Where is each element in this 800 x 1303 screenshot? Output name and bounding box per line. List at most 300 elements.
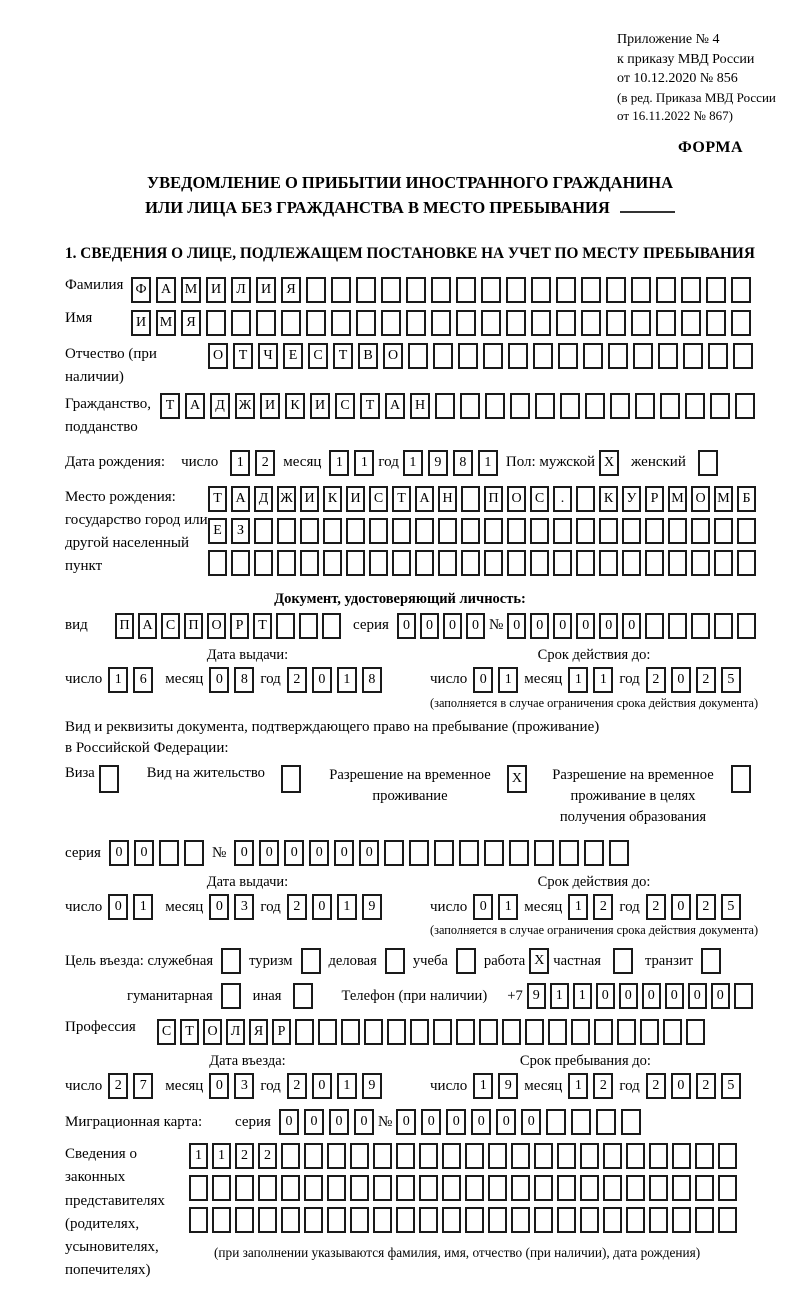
char-cell[interactable] bbox=[381, 310, 401, 336]
char-cell[interactable]: Ж bbox=[235, 393, 255, 419]
char-cell[interactable]: Л bbox=[231, 277, 251, 303]
char-cell[interactable] bbox=[706, 277, 726, 303]
char-cell[interactable] bbox=[571, 1109, 591, 1135]
char-cell[interactable] bbox=[649, 1175, 668, 1201]
char-cell[interactable] bbox=[281, 1207, 300, 1233]
char-cell[interactable] bbox=[479, 1019, 498, 1045]
char-cell[interactable] bbox=[488, 1175, 507, 1201]
char-cell[interactable]: С bbox=[308, 343, 328, 369]
char-cell[interactable]: Р bbox=[272, 1019, 291, 1045]
char-cell[interactable] bbox=[431, 310, 451, 336]
char-cell[interactable] bbox=[341, 1019, 360, 1045]
char-cell[interactable]: 5 bbox=[721, 894, 741, 920]
char-cell[interactable]: П bbox=[184, 613, 203, 639]
char-cell[interactable]: 1 bbox=[329, 450, 349, 476]
char-cell[interactable]: 2 bbox=[696, 1073, 716, 1099]
char-cell[interactable] bbox=[737, 518, 756, 544]
char-cell[interactable] bbox=[737, 550, 756, 576]
char-cell[interactable] bbox=[484, 550, 503, 576]
char-cell[interactable]: 0 bbox=[473, 667, 493, 693]
char-cell[interactable] bbox=[631, 277, 651, 303]
char-cell[interactable]: 1 bbox=[568, 667, 588, 693]
char-cell[interactable]: 2 bbox=[696, 667, 716, 693]
char-cell[interactable]: 0 bbox=[596, 983, 615, 1009]
char-cell[interactable] bbox=[603, 1175, 622, 1201]
char-cell[interactable] bbox=[323, 550, 342, 576]
char-cell[interactable]: 0 bbox=[420, 613, 439, 639]
char-cell[interactable] bbox=[318, 1019, 337, 1045]
char-cell[interactable]: 0 bbox=[711, 983, 730, 1009]
char-cell[interactable]: О bbox=[691, 486, 710, 512]
char-cell[interactable] bbox=[640, 1019, 659, 1045]
char-cell[interactable]: Т bbox=[253, 613, 272, 639]
char-cell[interactable] bbox=[691, 613, 710, 639]
char-cell[interactable] bbox=[346, 518, 365, 544]
char-cell[interactable] bbox=[603, 1143, 622, 1169]
char-cell[interactable]: 0 bbox=[619, 983, 638, 1009]
char-cell[interactable] bbox=[672, 1207, 691, 1233]
purpose-business-checkbox[interactable] bbox=[385, 948, 405, 974]
char-cell[interactable] bbox=[714, 518, 733, 544]
purpose-transit-checkbox[interactable] bbox=[701, 948, 721, 974]
char-cell[interactable]: С bbox=[161, 613, 180, 639]
char-cell[interactable] bbox=[606, 310, 626, 336]
char-cell[interactable] bbox=[534, 1175, 553, 1201]
char-cell[interactable] bbox=[668, 518, 687, 544]
char-cell[interactable]: А bbox=[185, 393, 205, 419]
char-cell[interactable] bbox=[668, 613, 687, 639]
char-cell[interactable] bbox=[327, 1143, 346, 1169]
purpose-private-checkbox[interactable] bbox=[613, 948, 633, 974]
char-cell[interactable] bbox=[714, 550, 733, 576]
char-cell[interactable] bbox=[731, 277, 751, 303]
char-cell[interactable]: 2 bbox=[287, 1073, 307, 1099]
char-cell[interactable]: 8 bbox=[362, 667, 382, 693]
char-cell[interactable] bbox=[300, 518, 319, 544]
temp-residence-checkbox[interactable]: X bbox=[507, 765, 527, 793]
char-cell[interactable] bbox=[277, 518, 296, 544]
char-cell[interactable] bbox=[525, 1019, 544, 1045]
char-cell[interactable] bbox=[406, 277, 426, 303]
char-cell[interactable] bbox=[576, 518, 595, 544]
char-cell[interactable]: М bbox=[181, 277, 201, 303]
char-cell[interactable] bbox=[645, 518, 664, 544]
char-cell[interactable]: 1 bbox=[403, 450, 423, 476]
char-cell[interactable]: Д bbox=[210, 393, 230, 419]
char-cell[interactable] bbox=[465, 1143, 484, 1169]
char-cell[interactable] bbox=[548, 1019, 567, 1045]
char-cell[interactable]: 2 bbox=[593, 1073, 613, 1099]
char-cell[interactable]: 0 bbox=[642, 983, 661, 1009]
char-cell[interactable] bbox=[731, 310, 751, 336]
char-cell[interactable] bbox=[506, 277, 526, 303]
char-cell[interactable] bbox=[556, 277, 576, 303]
char-cell[interactable] bbox=[277, 550, 296, 576]
char-cell[interactable] bbox=[304, 1143, 323, 1169]
char-cell[interactable] bbox=[580, 1207, 599, 1233]
char-cell[interactable]: Е bbox=[208, 518, 227, 544]
char-cell[interactable]: Е bbox=[283, 343, 303, 369]
char-cell[interactable]: 2 bbox=[258, 1143, 277, 1169]
char-cell[interactable]: 5 bbox=[721, 1073, 741, 1099]
char-cell[interactable] bbox=[511, 1143, 530, 1169]
char-cell[interactable]: 1 bbox=[133, 894, 153, 920]
char-cell[interactable]: 0 bbox=[496, 1109, 516, 1135]
char-cell[interactable] bbox=[434, 840, 454, 866]
char-cell[interactable]: Н bbox=[438, 486, 457, 512]
char-cell[interactable] bbox=[560, 393, 580, 419]
char-cell[interactable] bbox=[212, 1207, 231, 1233]
char-cell[interactable] bbox=[356, 277, 376, 303]
char-cell[interactable] bbox=[304, 1207, 323, 1233]
char-cell[interactable]: Т bbox=[333, 343, 353, 369]
char-cell[interactable]: 1 bbox=[568, 1073, 588, 1099]
residence-permit-checkbox[interactable] bbox=[281, 765, 301, 793]
char-cell[interactable]: 0 bbox=[109, 840, 129, 866]
char-cell[interactable]: 1 bbox=[498, 894, 518, 920]
char-cell[interactable]: О bbox=[507, 486, 526, 512]
char-cell[interactable] bbox=[735, 393, 755, 419]
char-cell[interactable]: А bbox=[385, 393, 405, 419]
char-cell[interactable]: 2 bbox=[593, 894, 613, 920]
char-cell[interactable] bbox=[596, 1109, 616, 1135]
char-cell[interactable] bbox=[331, 310, 351, 336]
char-cell[interactable]: 1 bbox=[354, 450, 374, 476]
char-cell[interactable]: 0 bbox=[334, 840, 354, 866]
char-cell[interactable]: П bbox=[484, 486, 503, 512]
char-cell[interactable] bbox=[300, 550, 319, 576]
char-cell[interactable] bbox=[459, 840, 479, 866]
char-cell[interactable] bbox=[706, 310, 726, 336]
char-cell[interactable]: С bbox=[335, 393, 355, 419]
char-cell[interactable]: 0 bbox=[259, 840, 279, 866]
char-cell[interactable] bbox=[557, 1175, 576, 1201]
char-cell[interactable]: 1 bbox=[189, 1143, 208, 1169]
char-cell[interactable] bbox=[306, 277, 326, 303]
char-cell[interactable] bbox=[485, 393, 505, 419]
char-cell[interactable] bbox=[438, 518, 457, 544]
char-cell[interactable]: 9 bbox=[498, 1073, 518, 1099]
char-cell[interactable] bbox=[609, 840, 629, 866]
char-cell[interactable]: Ч bbox=[258, 343, 278, 369]
char-cell[interactable] bbox=[373, 1175, 392, 1201]
char-cell[interactable]: 1 bbox=[212, 1143, 231, 1169]
char-cell[interactable] bbox=[306, 310, 326, 336]
char-cell[interactable] bbox=[606, 277, 626, 303]
char-cell[interactable]: 9 bbox=[428, 450, 448, 476]
char-cell[interactable]: 1 bbox=[498, 667, 518, 693]
char-cell[interactable]: У bbox=[622, 486, 641, 512]
char-cell[interactable] bbox=[481, 277, 501, 303]
char-cell[interactable]: 9 bbox=[362, 894, 382, 920]
char-cell[interactable] bbox=[356, 310, 376, 336]
char-cell[interactable] bbox=[387, 1019, 406, 1045]
char-cell[interactable]: 1 bbox=[337, 1073, 357, 1099]
char-cell[interactable] bbox=[408, 343, 428, 369]
char-cell[interactable] bbox=[488, 1143, 507, 1169]
purpose-humanitarian-checkbox[interactable] bbox=[221, 983, 241, 1009]
char-cell[interactable] bbox=[502, 1019, 521, 1045]
char-cell[interactable]: А bbox=[231, 486, 250, 512]
char-cell[interactable]: 0 bbox=[209, 667, 229, 693]
char-cell[interactable] bbox=[534, 1143, 553, 1169]
char-cell[interactable] bbox=[235, 1207, 254, 1233]
char-cell[interactable]: И bbox=[131, 310, 151, 336]
char-cell[interactable] bbox=[484, 518, 503, 544]
char-cell[interactable] bbox=[695, 1143, 714, 1169]
char-cell[interactable] bbox=[530, 550, 549, 576]
char-cell[interactable] bbox=[599, 550, 618, 576]
char-cell[interactable] bbox=[410, 1019, 429, 1045]
char-cell[interactable] bbox=[683, 343, 703, 369]
char-cell[interactable]: Т bbox=[160, 393, 180, 419]
char-cell[interactable] bbox=[576, 486, 595, 512]
char-cell[interactable]: И bbox=[260, 393, 280, 419]
char-cell[interactable] bbox=[406, 310, 426, 336]
char-cell[interactable]: Т bbox=[180, 1019, 199, 1045]
char-cell[interactable] bbox=[433, 1019, 452, 1045]
char-cell[interactable]: 0 bbox=[329, 1109, 349, 1135]
char-cell[interactable]: 0 bbox=[665, 983, 684, 1009]
purpose-official-checkbox[interactable] bbox=[221, 948, 241, 974]
char-cell[interactable]: 2 bbox=[287, 894, 307, 920]
char-cell[interactable] bbox=[509, 840, 529, 866]
char-cell[interactable]: И bbox=[346, 486, 365, 512]
char-cell[interactable] bbox=[534, 1207, 553, 1233]
char-cell[interactable]: 6 bbox=[133, 667, 153, 693]
char-cell[interactable]: О bbox=[207, 613, 226, 639]
char-cell[interactable] bbox=[392, 550, 411, 576]
char-cell[interactable] bbox=[281, 1175, 300, 1201]
char-cell[interactable]: 0 bbox=[507, 613, 526, 639]
char-cell[interactable] bbox=[645, 613, 664, 639]
char-cell[interactable]: 0 bbox=[284, 840, 304, 866]
char-cell[interactable] bbox=[617, 1019, 636, 1045]
char-cell[interactable] bbox=[553, 550, 572, 576]
char-cell[interactable] bbox=[350, 1143, 369, 1169]
char-cell[interactable] bbox=[608, 343, 628, 369]
char-cell[interactable] bbox=[281, 310, 301, 336]
char-cell[interactable]: А bbox=[415, 486, 434, 512]
char-cell[interactable] bbox=[456, 310, 476, 336]
char-cell[interactable] bbox=[465, 1207, 484, 1233]
char-cell[interactable]: 0 bbox=[521, 1109, 541, 1135]
char-cell[interactable] bbox=[734, 983, 753, 1009]
char-cell[interactable] bbox=[580, 1143, 599, 1169]
char-cell[interactable] bbox=[484, 840, 504, 866]
char-cell[interactable]: И bbox=[310, 393, 330, 419]
char-cell[interactable]: 0 bbox=[530, 613, 549, 639]
char-cell[interactable] bbox=[384, 840, 404, 866]
char-cell[interactable] bbox=[409, 840, 429, 866]
visa-checkbox[interactable] bbox=[99, 765, 119, 793]
char-cell[interactable]: Н bbox=[410, 393, 430, 419]
char-cell[interactable] bbox=[206, 310, 226, 336]
char-cell[interactable]: 0 bbox=[209, 1073, 229, 1099]
char-cell[interactable]: 0 bbox=[279, 1109, 299, 1135]
char-cell[interactable]: 0 bbox=[471, 1109, 491, 1135]
char-cell[interactable]: 0 bbox=[396, 1109, 416, 1135]
char-cell[interactable]: 0 bbox=[209, 894, 229, 920]
purpose-work-checkbox[interactable]: X bbox=[529, 948, 549, 974]
char-cell[interactable]: О bbox=[383, 343, 403, 369]
char-cell[interactable]: 1 bbox=[478, 450, 498, 476]
char-cell[interactable]: 0 bbox=[671, 1073, 691, 1099]
gender-female-checkbox[interactable] bbox=[698, 450, 718, 476]
char-cell[interactable]: С bbox=[530, 486, 549, 512]
char-cell[interactable] bbox=[557, 1207, 576, 1233]
char-cell[interactable] bbox=[364, 1019, 383, 1045]
char-cell[interactable]: 0 bbox=[359, 840, 379, 866]
char-cell[interactable]: В bbox=[358, 343, 378, 369]
char-cell[interactable] bbox=[737, 613, 756, 639]
char-cell[interactable]: 2 bbox=[235, 1143, 254, 1169]
char-cell[interactable] bbox=[685, 393, 705, 419]
char-cell[interactable]: 1 bbox=[593, 667, 613, 693]
char-cell[interactable] bbox=[585, 393, 605, 419]
char-cell[interactable] bbox=[483, 343, 503, 369]
char-cell[interactable]: 0 bbox=[576, 613, 595, 639]
char-cell[interactable] bbox=[373, 1207, 392, 1233]
char-cell[interactable] bbox=[633, 343, 653, 369]
char-cell[interactable] bbox=[435, 393, 455, 419]
char-cell[interactable] bbox=[663, 1019, 682, 1045]
char-cell[interactable] bbox=[184, 840, 204, 866]
char-cell[interactable] bbox=[159, 840, 179, 866]
char-cell[interactable] bbox=[718, 1175, 737, 1201]
char-cell[interactable] bbox=[594, 1019, 613, 1045]
char-cell[interactable]: 7 bbox=[133, 1073, 153, 1099]
char-cell[interactable] bbox=[686, 1019, 705, 1045]
char-cell[interactable] bbox=[346, 550, 365, 576]
char-cell[interactable] bbox=[327, 1175, 346, 1201]
char-cell[interactable]: 0 bbox=[473, 894, 493, 920]
char-cell[interactable] bbox=[672, 1175, 691, 1201]
char-cell[interactable]: А bbox=[138, 613, 157, 639]
char-cell[interactable] bbox=[681, 310, 701, 336]
char-cell[interactable]: Я bbox=[281, 277, 301, 303]
char-cell[interactable] bbox=[442, 1175, 461, 1201]
char-cell[interactable]: 2 bbox=[646, 667, 666, 693]
char-cell[interactable] bbox=[656, 277, 676, 303]
char-cell[interactable] bbox=[546, 1109, 566, 1135]
char-cell[interactable] bbox=[626, 1207, 645, 1233]
char-cell[interactable]: 1 bbox=[337, 667, 357, 693]
char-cell[interactable] bbox=[322, 613, 341, 639]
char-cell[interactable] bbox=[465, 1175, 484, 1201]
char-cell[interactable] bbox=[581, 277, 601, 303]
char-cell[interactable] bbox=[415, 550, 434, 576]
char-cell[interactable]: 0 bbox=[234, 840, 254, 866]
char-cell[interactable] bbox=[506, 310, 526, 336]
char-cell[interactable]: 8 bbox=[453, 450, 473, 476]
char-cell[interactable] bbox=[392, 518, 411, 544]
char-cell[interactable]: 1 bbox=[230, 450, 250, 476]
char-cell[interactable] bbox=[373, 1143, 392, 1169]
char-cell[interactable]: 3 bbox=[234, 894, 254, 920]
char-cell[interactable]: 1 bbox=[568, 894, 588, 920]
char-cell[interactable] bbox=[258, 1175, 277, 1201]
char-cell[interactable] bbox=[531, 310, 551, 336]
char-cell[interactable]: Т bbox=[233, 343, 253, 369]
char-cell[interactable]: С bbox=[369, 486, 388, 512]
char-cell[interactable] bbox=[626, 1143, 645, 1169]
char-cell[interactable] bbox=[369, 550, 388, 576]
char-cell[interactable] bbox=[610, 393, 630, 419]
char-cell[interactable] bbox=[396, 1175, 415, 1201]
char-cell[interactable]: 0 bbox=[309, 840, 329, 866]
char-cell[interactable] bbox=[256, 310, 276, 336]
char-cell[interactable] bbox=[456, 1019, 475, 1045]
char-cell[interactable]: К bbox=[323, 486, 342, 512]
char-cell[interactable] bbox=[656, 310, 676, 336]
char-cell[interactable] bbox=[534, 840, 554, 866]
char-cell[interactable] bbox=[635, 393, 655, 419]
char-cell[interactable] bbox=[531, 277, 551, 303]
char-cell[interactable]: Т bbox=[208, 486, 227, 512]
char-cell[interactable] bbox=[558, 343, 578, 369]
purpose-study-checkbox[interactable] bbox=[456, 948, 476, 974]
char-cell[interactable] bbox=[571, 1019, 590, 1045]
char-cell[interactable]: 0 bbox=[421, 1109, 441, 1135]
char-cell[interactable] bbox=[668, 550, 687, 576]
char-cell[interactable] bbox=[415, 518, 434, 544]
char-cell[interactable] bbox=[599, 518, 618, 544]
char-cell[interactable] bbox=[350, 1207, 369, 1233]
char-cell[interactable]: К bbox=[285, 393, 305, 419]
char-cell[interactable] bbox=[438, 550, 457, 576]
char-cell[interactable]: К bbox=[599, 486, 618, 512]
char-cell[interactable]: 0 bbox=[688, 983, 707, 1009]
char-cell[interactable]: Ф bbox=[131, 277, 151, 303]
char-cell[interactable]: 8 bbox=[234, 667, 254, 693]
char-cell[interactable] bbox=[456, 277, 476, 303]
char-cell[interactable]: 0 bbox=[446, 1109, 466, 1135]
char-cell[interactable]: 2 bbox=[255, 450, 275, 476]
char-cell[interactable]: Р bbox=[645, 486, 664, 512]
char-cell[interactable]: М bbox=[668, 486, 687, 512]
temp-residence-education-checkbox[interactable] bbox=[731, 765, 751, 793]
char-cell[interactable] bbox=[691, 518, 710, 544]
char-cell[interactable] bbox=[557, 1143, 576, 1169]
char-cell[interactable]: 3 bbox=[234, 1073, 254, 1099]
gender-male-checkbox[interactable]: X bbox=[599, 450, 619, 476]
char-cell[interactable]: 2 bbox=[696, 894, 716, 920]
purpose-other-checkbox[interactable] bbox=[293, 983, 313, 1009]
char-cell[interactable]: Я bbox=[181, 310, 201, 336]
char-cell[interactable]: . bbox=[553, 486, 572, 512]
char-cell[interactable]: О bbox=[203, 1019, 222, 1045]
char-cell[interactable]: М bbox=[714, 486, 733, 512]
char-cell[interactable] bbox=[507, 518, 526, 544]
char-cell[interactable]: 0 bbox=[671, 667, 691, 693]
char-cell[interactable]: 0 bbox=[304, 1109, 324, 1135]
char-cell[interactable]: 1 bbox=[473, 1073, 493, 1099]
char-cell[interactable] bbox=[622, 550, 641, 576]
char-cell[interactable]: 2 bbox=[108, 1073, 128, 1099]
char-cell[interactable] bbox=[510, 393, 530, 419]
char-cell[interactable] bbox=[442, 1207, 461, 1233]
char-cell[interactable]: 0 bbox=[397, 613, 416, 639]
char-cell[interactable]: О bbox=[208, 343, 228, 369]
char-cell[interactable]: 2 bbox=[646, 1073, 666, 1099]
char-cell[interactable] bbox=[695, 1207, 714, 1233]
char-cell[interactable]: И bbox=[256, 277, 276, 303]
char-cell[interactable] bbox=[631, 310, 651, 336]
char-cell[interactable]: А bbox=[156, 277, 176, 303]
char-cell[interactable]: Д bbox=[254, 486, 273, 512]
char-cell[interactable] bbox=[583, 343, 603, 369]
